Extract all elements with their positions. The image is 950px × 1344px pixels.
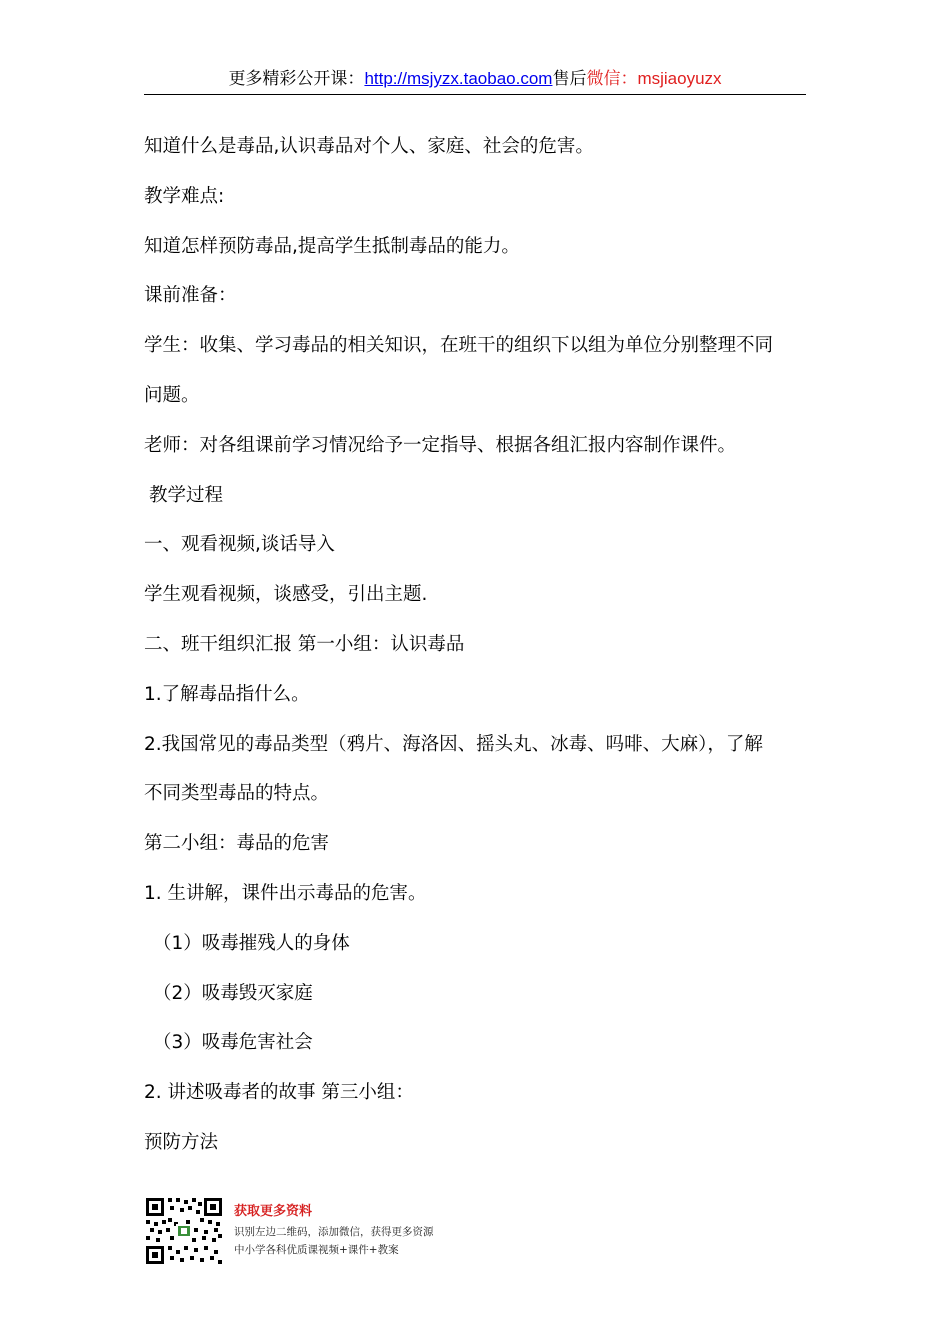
document-body — [144, 131, 808, 1177]
text-line: 教学难点: — [144, 185, 225, 207]
text-line: 2. 讲述吸毒者的故事 第三小组： — [144, 1082, 414, 1104]
text-line: 1. 生讲解，课件出示毒品的危害。 — [144, 882, 427, 904]
qr-code-icon[interactable] — [144, 1196, 224, 1266]
header-link[interactable]: http://msjyzx.taobao.com — [364, 69, 553, 88]
text-line: 一、观看视频,谈话导入 — [144, 534, 335, 556]
promo-line-2: 中小学各科优质课视频+课件+教案 — [234, 1244, 399, 1256]
footer-promo — [144, 1196, 474, 1266]
section-heading: 教学过程 — [149, 484, 224, 506]
page-header — [144, 66, 806, 95]
header-after-sales: 售后 — [552, 69, 587, 89]
promo-line-1: 识别左边二维码，添加微信，获得更多资源 — [234, 1226, 434, 1238]
text-line: 预防方法 — [144, 1131, 219, 1153]
list-item: （3）吸毒危害社会 — [153, 1032, 313, 1054]
text-line: 知道什么是毒品,认识毒品对个人、家庭、社会的危害。 — [144, 136, 594, 157]
text-line: 课前准备： — [144, 285, 237, 307]
text-line: 第二小组：毒品的危害 — [144, 833, 330, 855]
header-prefix: 更多精彩公开课： — [228, 69, 365, 89]
promo-title: 获取更多资料 — [234, 1204, 313, 1219]
text-line: 老师：对各组课前学习情况给予一定指导、根据各组汇报内容制作课件。 — [144, 434, 737, 456]
text-line: 2.我国常见的毒品类型（鸦片、海洛因、摇头丸、冰毒、吗啡、大麻），了解 — [144, 733, 763, 755]
text-line: 二、班干组织汇报 第一小组：认识毒品 — [144, 633, 465, 655]
text-line: 问题。 — [144, 384, 200, 406]
header-wechat-id: msjiaoyuzx — [637, 69, 722, 88]
text-line: 1.了解毒品指什么。 — [144, 683, 310, 705]
list-item: （2）吸毒毁灭家庭 — [153, 982, 313, 1004]
text-line: 学生观看视频，谈感受，引出主题. — [144, 584, 428, 606]
header-wechat-label: 微信： — [586, 69, 638, 89]
list-item: （1）吸毒摧残人的身体 — [153, 932, 350, 954]
text-line: 知道怎样预防毒品,提高学生抵制毒品的能力。 — [144, 235, 520, 257]
text-line: 不同类型毒品的特点。 — [144, 783, 330, 805]
text-line: 学生：收集、学习毒品的相关知识，在班干的组织下以组为单位分别整理不同 — [144, 335, 774, 357]
